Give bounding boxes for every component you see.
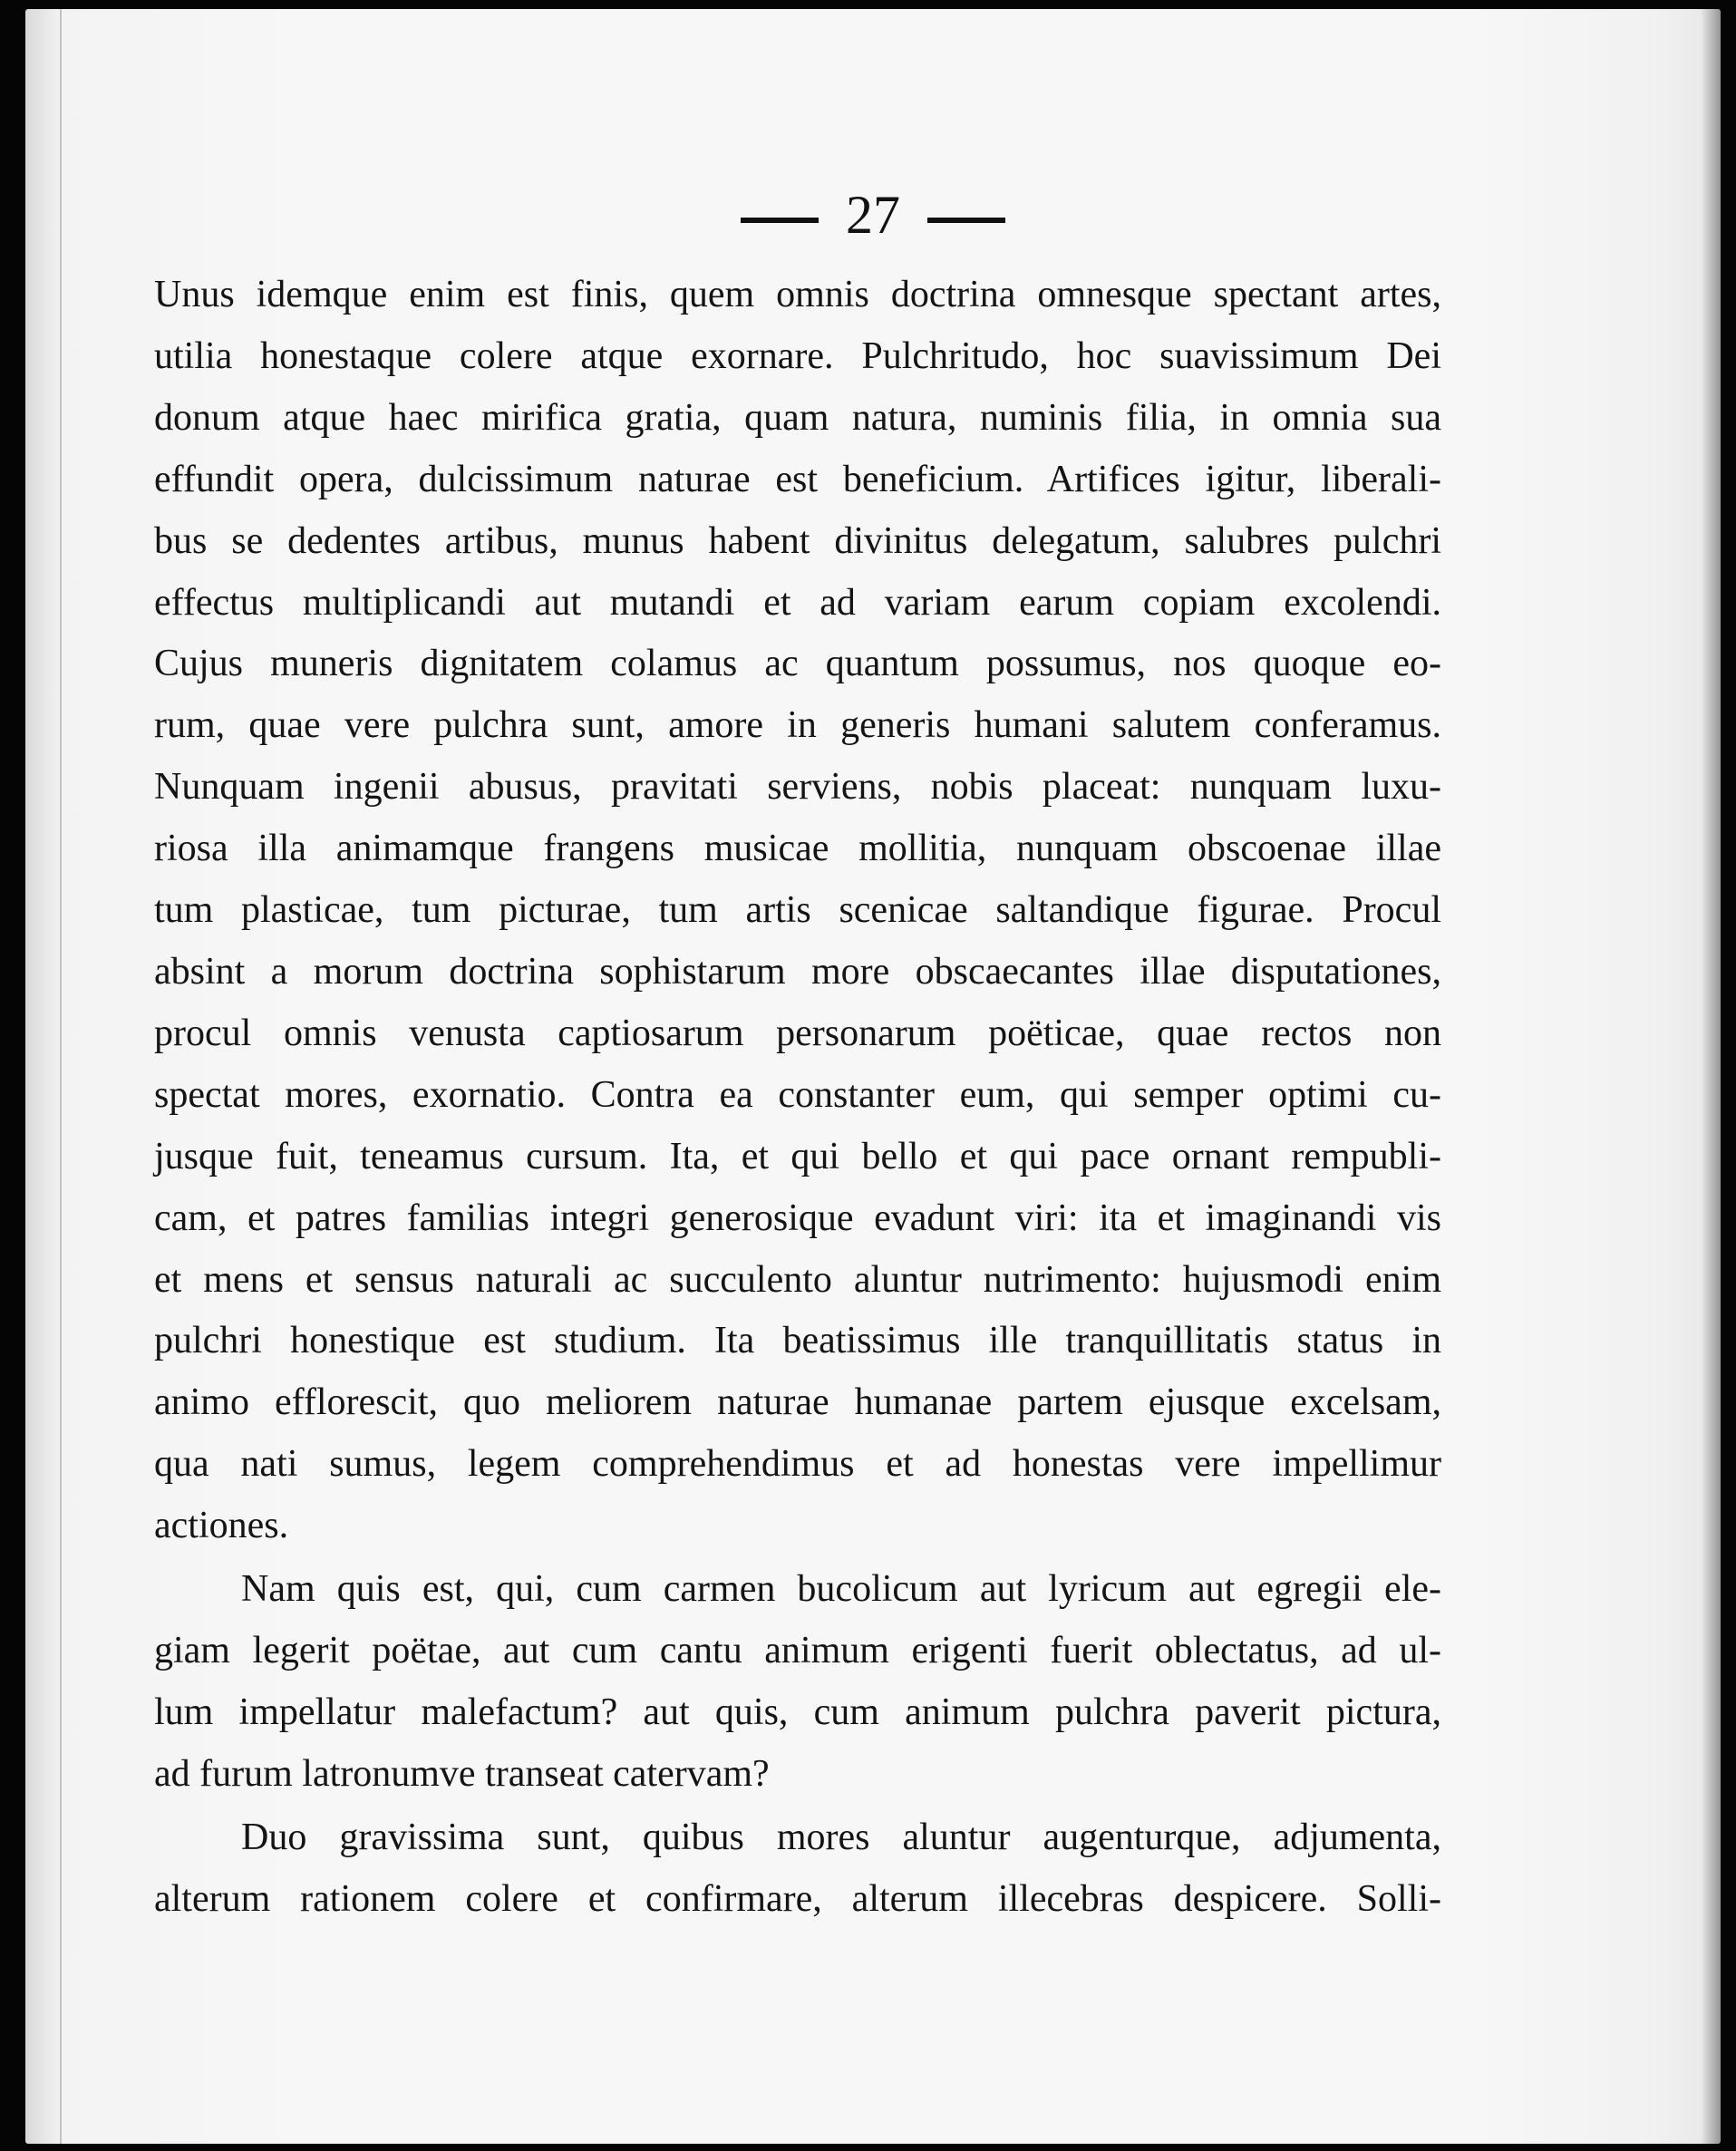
text-line: rum, quae vere pulchra sunt, amore in generis humani salutem conferamus. <box>154 704 1441 747</box>
text-line: Cujus muneris dignitatem colamus ac quantum possumus, nos quoque eo- <box>154 643 1441 685</box>
text-line: bus se dedentes artibus, munus habent divinitus delegatum, salubres pulchri <box>154 519 1441 562</box>
text-line: giam legerit poëtae, aut cum cantu animum erigenti fuerit oblectatus, ad ul- <box>154 1629 1441 1671</box>
gutter-fold <box>60 9 62 2144</box>
page-number: 27 <box>846 185 900 245</box>
header-dash-right <box>927 218 1005 223</box>
text-line: effundit opera, dulcissimum naturae est beneficium. Artifices igitur, liberali- <box>154 458 1441 500</box>
paragraph-3 <box>154 1807 1441 1931</box>
text-line: cam, et patres familias integri generosique evadunt viri: ita et imaginandi vis <box>154 1197 1441 1239</box>
page-edge-shadow <box>1701 9 1721 2144</box>
text-line: animo efflorescit, quo meliorem naturae humanae partem ejusque excelsam, <box>154 1381 1441 1424</box>
header-dash-left <box>741 218 819 223</box>
text-line: et mens et sensus naturali ac succulento aluntur nutrimento: hujusmodi enim <box>154 1258 1441 1301</box>
paragraph-1 <box>154 265 1441 1557</box>
text-line: Duo gravissima sunt, quibus mores aluntur augenturque, adjumenta, <box>241 1816 1441 1858</box>
book-page <box>25 9 1721 2144</box>
text-line: Nunquam ingenii abusus, pravitati serviens, nobis placeat: nunquam luxu- <box>154 766 1441 809</box>
text-line: pulchri honestique est studium. Ita beatissimus ille tranquillitatis status in <box>154 1320 1441 1362</box>
text-line: absint a morum doctrina sophistarum more obscaecantes illae disputationes, <box>154 950 1441 993</box>
body-text <box>154 265 1441 1930</box>
text-line: qua nati sumus, legem comprehendimus et ad honestas vere impellimur <box>154 1443 1441 1486</box>
text-line: utilia honestaque colere atque exornare. Pulchritudo, hoc suavissimum Dei <box>154 334 1441 377</box>
text-line: riosa illa animamque frangens musicae mollitia, nunquam obscoenae illae <box>154 828 1441 870</box>
page-header <box>25 183 1721 247</box>
text-line: spectat mores, exornatio. Contra ea constanter eum, qui semper optimi cu- <box>154 1073 1441 1116</box>
text-line: actiones. <box>154 1505 289 1547</box>
text-line: jusque fuit, teneamus cursum. Ita, et qui bello et qui pace ornant rempubli- <box>154 1135 1441 1177</box>
text-line: effectus multiplicandi aut mutandi et ad variam earum copiam excolendi. <box>154 581 1441 624</box>
text-line: lum impellatur malefactum? aut quis, cum animum pulchra paverit pictura, <box>154 1691 1441 1733</box>
text-line: Nam quis est, qui, cum carmen bucolicum aut lyricum aut egregii ele- <box>241 1568 1441 1611</box>
paragraph-2 <box>154 1559 1441 1806</box>
text-line: Unus idemque enim est finis, quem omnis doctrina omnesque spectant artes, <box>154 274 1441 315</box>
text-line: ad furum latronumve transeat catervam? <box>154 1752 770 1795</box>
text-line: donum atque haec mirifica gratia, quam natura, numinis filia, in omnia sua <box>154 396 1441 439</box>
text-line: procul omnis venusta captiosarum personarum poëticae, quae rectos non <box>154 1012 1441 1054</box>
text-line: alterum rationem colere et confirmare, alterum illecebras despicere. Solli- <box>154 1877 1441 1920</box>
text-line: tum plasticae, tum picturae, tum artis scenicae saltandique figurae. Procul <box>154 889 1441 932</box>
